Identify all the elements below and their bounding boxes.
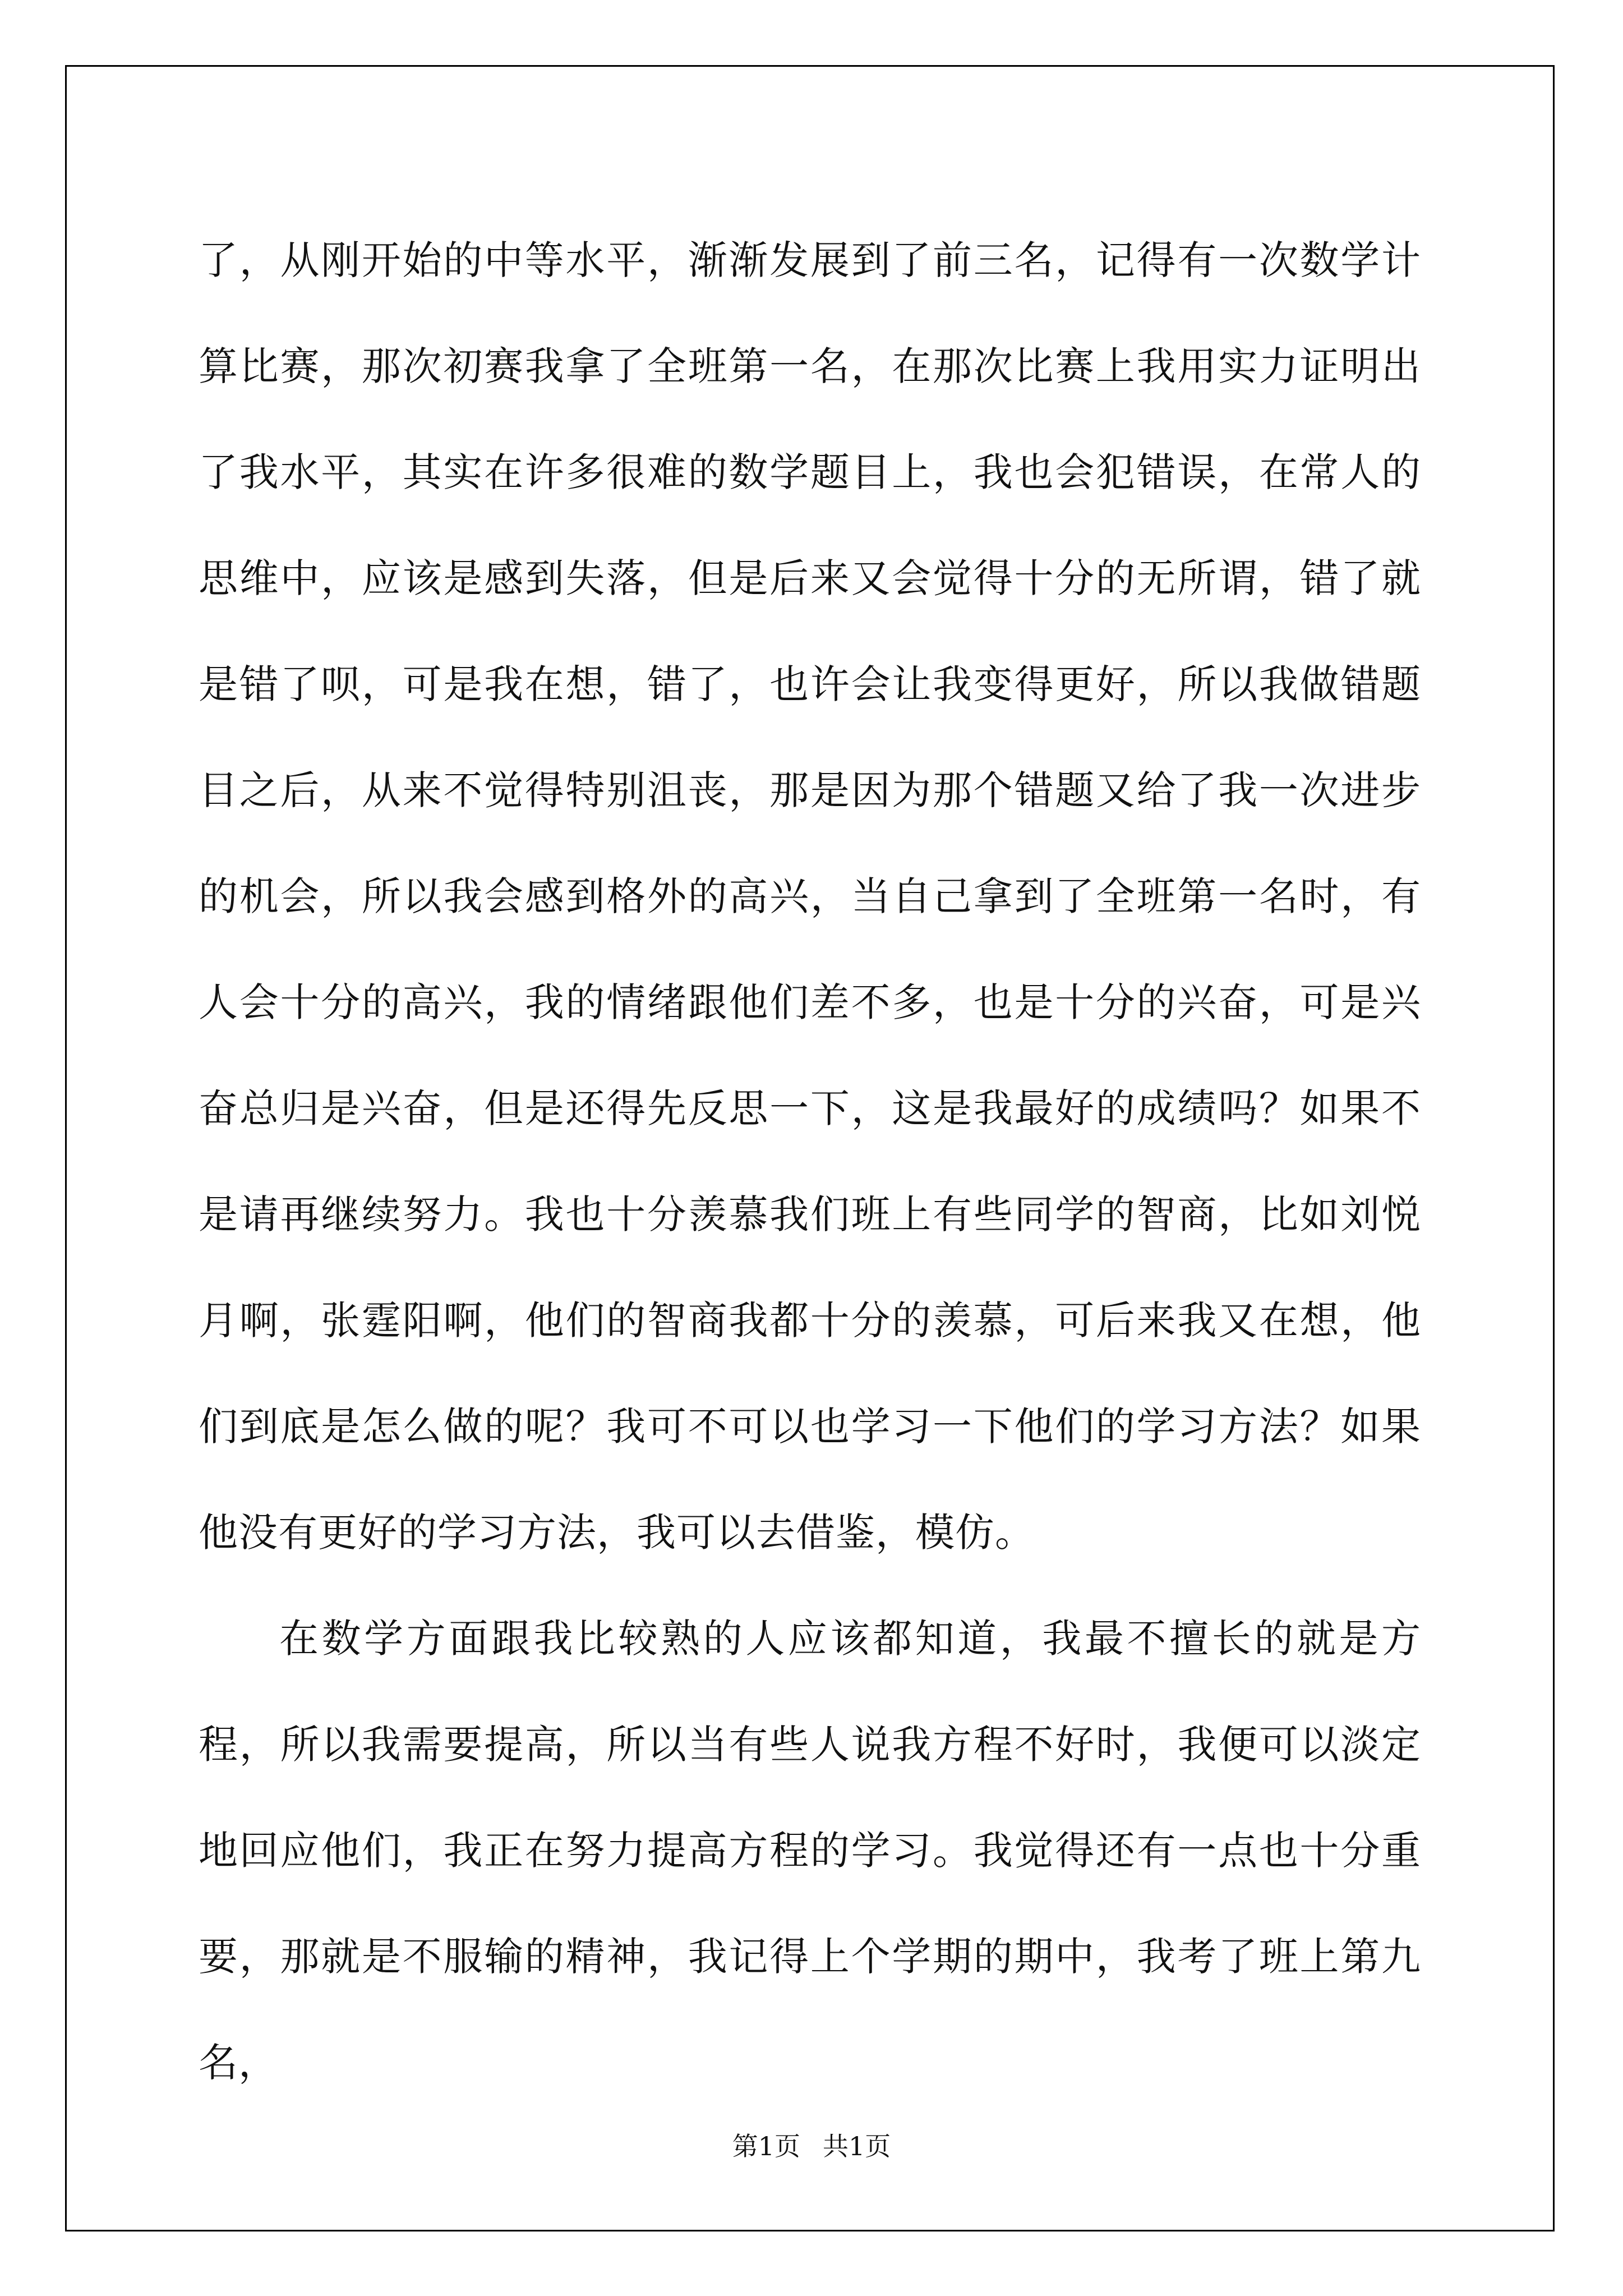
page-number: 第1页 xyxy=(732,2131,800,2161)
document-body xyxy=(199,208,1421,2116)
page-footer xyxy=(0,2126,1623,2163)
paragraph-1: 了，从刚开始的中等水平，渐渐发展到了前三名，记得有一次数学计算比赛，那次初赛我拿了全班第一名，在那次比赛上我用实力证明出了我水平，其实在许多很难的数学题目上，我也会犯错误，在常人的思维中，应该是感到失落，但是后来又会觉得十分的无所谓，错了就是错了呗，可是我在想，错了，也许会让我变得更好，所以我做错题目之后，从来不觉得特别沮丧，那是因为那个错题又给了我一次进步的机会，所以我会感到格外的高兴，当自己拿到了全班第一名时，有人会十分的高兴，我的情绪跟他们差不多，也是十分的兴奋，可是兴奋总归是兴奋，但是还得先反思一下，这是我最好的成绩吗？如果不是请再继续努力。我也十分羡慕我们班上有些同学的智商，比如刘悦月啊，张霆阳啊，他们的智商我都十分的羡慕，可后来我又在想，他们到底是怎么做的呢？我可不可以也学习一下他们的学习方法？如果他没有更好的学习方法，我可以去借鉴，模仿。 xyxy=(199,237,1421,1556)
page-total: 共1页 xyxy=(823,2131,891,2161)
paragraph-2: 在数学方面跟我比较熟的人应该都知道，我最不擅长的就是方程，所以我需要提高，所以当有些人说我方程不好时，我便可以淡定地回应他们，我正在努力提高方程的学习。我觉得还有一点也十分重要，那就是不服输的精神，我记得上个学期的期中，我考了班上第九名， xyxy=(199,1616,1421,2086)
